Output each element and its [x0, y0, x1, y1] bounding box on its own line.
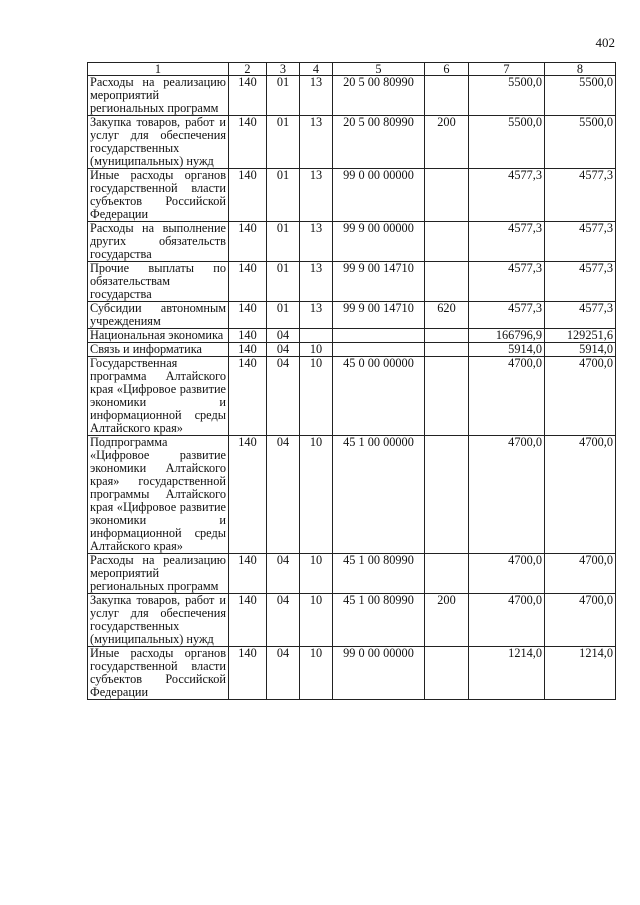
section-code-cell: 04 — [267, 357, 300, 436]
column-header: 5 — [333, 63, 425, 76]
amount-year2-cell: 5500,0 — [545, 116, 616, 169]
amount-year2-cell: 4700,0 — [545, 357, 616, 436]
table-row — [88, 76, 616, 116]
page-number: 402 — [595, 35, 615, 50]
target-article-cell: 45 0 00 00000 — [333, 357, 425, 436]
ministry-code-cell: 140 — [229, 647, 267, 700]
row-name-cell: Закупка товаров, работ и услуг для обеспечения государственных (муниципальных) нужд — [88, 116, 229, 169]
row-name-cell: Государственная программа Алтайского края «Цифровое развитие экономики и информационной среды Алтайского края» — [88, 357, 229, 436]
ministry-code-cell: 140 — [229, 554, 267, 594]
amount-year1-cell: 5500,0 — [469, 116, 545, 169]
target-article-cell: 99 9 00 14710 — [333, 262, 425, 302]
amount-year1-cell: 5500,0 — [469, 76, 545, 116]
ministry-code-cell: 140 — [229, 116, 267, 169]
column-header: 3 — [267, 63, 300, 76]
expense-type-cell — [425, 262, 469, 302]
section-code-cell: 01 — [267, 169, 300, 222]
subsection-code-cell: 10 — [300, 343, 333, 357]
expense-type-cell — [425, 436, 469, 554]
row-name-cell: Иные расходы органов государственной власти субъектов Российской Федерации — [88, 647, 229, 700]
target-article-cell — [333, 343, 425, 357]
subsection-code-cell: 10 — [300, 357, 333, 436]
column-header: 4 — [300, 63, 333, 76]
amount-year2-cell: 4700,0 — [545, 594, 616, 647]
table-row — [88, 647, 616, 700]
amount-year1-cell: 4700,0 — [469, 594, 545, 647]
expense-type-cell — [425, 329, 469, 343]
amount-year1-cell: 4577,3 — [469, 169, 545, 222]
ministry-code-cell: 140 — [229, 222, 267, 262]
table-row — [88, 302, 616, 329]
row-name-cell: Национальная экономика — [88, 329, 229, 343]
expense-type-cell — [425, 343, 469, 357]
expense-type-cell — [425, 76, 469, 116]
table-header-row — [88, 63, 616, 76]
row-name-cell: Связь и информатика — [88, 343, 229, 357]
expense-type-cell: 620 — [425, 302, 469, 329]
ministry-code-cell: 140 — [229, 329, 267, 343]
amount-year2-cell: 129251,6 — [545, 329, 616, 343]
row-name-cell: Субсидии автономным учреждениям — [88, 302, 229, 329]
section-code-cell: 01 — [267, 116, 300, 169]
section-code-cell: 01 — [267, 76, 300, 116]
subsection-code-cell: 13 — [300, 222, 333, 262]
table-row — [88, 329, 616, 343]
ministry-code-cell: 140 — [229, 76, 267, 116]
section-code-cell: 04 — [267, 436, 300, 554]
target-article-cell: 45 1 00 80990 — [333, 594, 425, 647]
ministry-code-cell: 140 — [229, 436, 267, 554]
expense-type-cell: 200 — [425, 594, 469, 647]
target-article-cell: 99 0 00 00000 — [333, 169, 425, 222]
amount-year2-cell: 1214,0 — [545, 647, 616, 700]
target-article-cell: 99 0 00 00000 — [333, 647, 425, 700]
table-row — [88, 222, 616, 262]
subsection-code-cell: 10 — [300, 647, 333, 700]
column-header: 1 — [88, 63, 229, 76]
section-code-cell: 04 — [267, 329, 300, 343]
amount-year2-cell: 5914,0 — [545, 343, 616, 357]
amount-year2-cell: 5500,0 — [545, 76, 616, 116]
amount-year2-cell: 4577,3 — [545, 262, 616, 302]
amount-year1-cell: 1214,0 — [469, 647, 545, 700]
amount-year2-cell: 4577,3 — [545, 222, 616, 262]
amount-year2-cell: 4577,3 — [545, 302, 616, 329]
table-body — [88, 76, 616, 700]
subsection-code-cell: 10 — [300, 554, 333, 594]
row-name-cell: Расходы на выполнение других обязательств государства — [88, 222, 229, 262]
subsection-code-cell: 13 — [300, 116, 333, 169]
budget-table — [87, 62, 616, 700]
table-row — [88, 357, 616, 436]
ministry-code-cell: 140 — [229, 169, 267, 222]
subsection-code-cell: 13 — [300, 262, 333, 302]
column-header: 2 — [229, 63, 267, 76]
subsection-code-cell: 13 — [300, 302, 333, 329]
amount-year1-cell: 5914,0 — [469, 343, 545, 357]
section-code-cell: 04 — [267, 343, 300, 357]
table-row — [88, 436, 616, 554]
row-name-cell: Расходы на реализацию мероприятий региональных программ — [88, 76, 229, 116]
expense-type-cell — [425, 357, 469, 436]
ministry-code-cell: 140 — [229, 302, 267, 329]
table-row — [88, 343, 616, 357]
section-code-cell: 01 — [267, 262, 300, 302]
amount-year2-cell: 4700,0 — [545, 436, 616, 554]
amount-year2-cell: 4577,3 — [545, 169, 616, 222]
row-name-cell: Иные расходы органов государственной власти субъектов Российской Федерации — [88, 169, 229, 222]
target-article-cell: 45 1 00 80990 — [333, 554, 425, 594]
amount-year1-cell: 4577,3 — [469, 302, 545, 329]
row-name-cell: Подпрограмма «Цифровое развитие экономики Алтайского края» государственной программы Алтайского края «Цифровое развитие экономики и информационной среды Алтайского края» — [88, 436, 229, 554]
subsection-code-cell — [300, 329, 333, 343]
amount-year1-cell: 166796,9 — [469, 329, 545, 343]
amount-year1-cell: 4700,0 — [469, 554, 545, 594]
column-header: 8 — [545, 63, 616, 76]
target-article-cell: 20 5 00 80990 — [333, 116, 425, 169]
expense-type-cell: 200 — [425, 116, 469, 169]
table-row — [88, 554, 616, 594]
table-row — [88, 594, 616, 647]
ministry-code-cell: 140 — [229, 594, 267, 647]
subsection-code-cell: 13 — [300, 76, 333, 116]
table-row — [88, 116, 616, 169]
amount-year1-cell: 4577,3 — [469, 222, 545, 262]
amount-year2-cell: 4700,0 — [545, 554, 616, 594]
target-article-cell — [333, 329, 425, 343]
target-article-cell: 20 5 00 80990 — [333, 76, 425, 116]
table-row — [88, 169, 616, 222]
amount-year1-cell: 4577,3 — [469, 262, 545, 302]
row-name-cell: Закупка товаров, работ и услуг для обеспечения государственных (муниципальных) нужд — [88, 594, 229, 647]
ministry-code-cell: 140 — [229, 357, 267, 436]
column-header: 7 — [469, 63, 545, 76]
amount-year1-cell: 4700,0 — [469, 357, 545, 436]
section-code-cell: 04 — [267, 647, 300, 700]
target-article-cell: 99 9 00 14710 — [333, 302, 425, 329]
row-name-cell: Расходы на реализацию мероприятий региональных программ — [88, 554, 229, 594]
target-article-cell: 99 9 00 00000 — [333, 222, 425, 262]
section-code-cell: 04 — [267, 594, 300, 647]
expense-type-cell — [425, 222, 469, 262]
row-name-cell: Прочие выплаты по обязательствам государства — [88, 262, 229, 302]
ministry-code-cell: 140 — [229, 262, 267, 302]
expense-type-cell — [425, 554, 469, 594]
subsection-code-cell: 10 — [300, 594, 333, 647]
section-code-cell: 01 — [267, 302, 300, 329]
target-article-cell: 45 1 00 00000 — [333, 436, 425, 554]
subsection-code-cell: 13 — [300, 169, 333, 222]
amount-year1-cell: 4700,0 — [469, 436, 545, 554]
column-header: 6 — [425, 63, 469, 76]
subsection-code-cell: 10 — [300, 436, 333, 554]
expense-type-cell — [425, 169, 469, 222]
section-code-cell: 04 — [267, 554, 300, 594]
table-row — [88, 262, 616, 302]
ministry-code-cell: 140 — [229, 343, 267, 357]
section-code-cell: 01 — [267, 222, 300, 262]
expense-type-cell — [425, 647, 469, 700]
